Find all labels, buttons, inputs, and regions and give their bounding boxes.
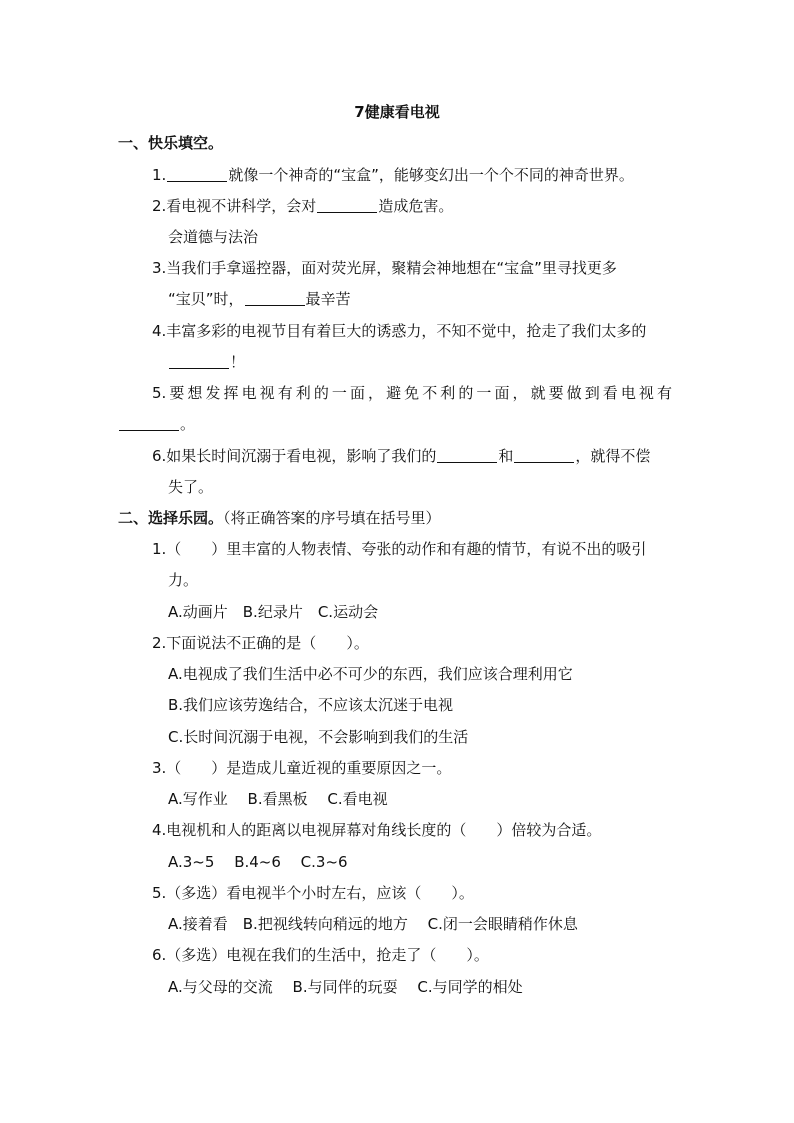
fill-blank[interactable] (167, 165, 227, 182)
fill-q3-line2 (168, 288, 351, 310)
fill-q1-text: 就像一个神奇的“宝盒”，能够变幻出一个个不同的神奇世界。 (228, 166, 634, 184)
page-title: 7健康看电视 (354, 103, 440, 121)
fill-q4-end: ！ (230, 353, 246, 371)
fill-q3-line1: 3.当我们手拿遥控器，面对荧光屏，聚精会神地想在“宝盒”里寻找更多 (152, 259, 617, 277)
fill-blank[interactable] (245, 289, 305, 306)
choice-q5-stem: 5.（多选）看电视半个小时左右，应该（ ）。 (152, 884, 474, 902)
fill-blank[interactable] (317, 196, 377, 213)
fill-q6-line1 (152, 445, 650, 467)
fill-q6-text-a: 6.如果长时间沉溺于看电视，影响了我们的 (152, 447, 437, 465)
choice-q5-options: A.接着看 B.把视线转向稍远的地方 C.闭一会眼睛稍作休息 (168, 915, 578, 933)
fill-q1-num: 1. (152, 166, 167, 184)
fill-q2-text-a: 2.看电视不讲科学，会对 (152, 197, 317, 215)
section2-instruction: （将正确答案的序号填在括号里） (223, 509, 441, 527)
fill-q6-text-b: 和 (498, 447, 514, 465)
choice-q3-stem: 3.（ ）是造成儿童近视的重要原因之一。 (152, 759, 452, 777)
fill-q4-line1: 4.丰富多彩的电视节目有着巨大的诱惑力，不知不觉中，抢走了我们太多的 (152, 322, 647, 340)
fill-blank[interactable] (119, 414, 179, 431)
choice-q2-option-a: A.电视成了我们生活中必不可少的东西，我们应该合理利用它 (168, 665, 573, 683)
fill-q5-line1: 5.要想发挥电视有利的一面，避免不利的一面，就要做到看电视有 (152, 384, 672, 402)
choice-q2-option-c: C.长时间沉溺于电视，不会影响到我们的生活 (168, 728, 469, 746)
fill-q1 (152, 164, 634, 186)
section2-title: 二、选择乐园。 (118, 509, 224, 527)
fill-q6-line2: 失了。 (168, 478, 214, 496)
fill-q2-text-b: 造成危害。 (378, 197, 454, 215)
fill-q5-line2 (118, 413, 195, 435)
choice-q1-line2: 力。 (168, 571, 199, 589)
choice-q3-options: A.写作业 B.看黑板 C.看电视 (168, 790, 388, 808)
fill-blank[interactable] (437, 446, 497, 463)
choice-q1-options: A.动画片 B.纪录片 C.运动会 (168, 603, 379, 621)
choice-q2-option-b: B.我们应该劳逸结合，不应该太沉迷于电视 (168, 696, 454, 714)
fill-q4-line2 (168, 351, 245, 373)
choice-q1-line1: 1.（ ）里丰富的人物表情、夸张的动作和有趣的情节，有说不出的吸引 (152, 540, 647, 558)
choice-q2-stem: 2.下面说法不正确的是（ ）。 (152, 634, 369, 652)
choice-q4-options: A.3~5 B.4~6 C.3~6 (168, 853, 348, 871)
choice-q6-stem: 6.（多选）电视在我们的生活中，抢走了（ ）。 (152, 946, 489, 964)
fill-blank[interactable] (514, 446, 574, 463)
fill-q2 (152, 195, 453, 217)
section2-heading (118, 507, 441, 529)
fill-q3-text-a: “宝贝”时， (168, 290, 244, 308)
fill-q3-text-b: 最辛苦 (305, 290, 351, 308)
section1-heading: 一、快乐填空。 (118, 134, 224, 152)
choice-q4-stem: 4.电视机和人的距离以电视屏幕对角线长度的（ ）倍较为合适。 (152, 821, 602, 839)
fill-q6-text-c: ，就得不偿 (575, 447, 651, 465)
fill-q5-end: 。 (180, 415, 196, 433)
fill-blank[interactable] (169, 352, 229, 369)
watermark-note: 会道德与法治 (168, 228, 259, 246)
choice-q6-options: A.与父母的交流 B.与同伴的玩耍 C.与同学的相处 (168, 978, 523, 996)
